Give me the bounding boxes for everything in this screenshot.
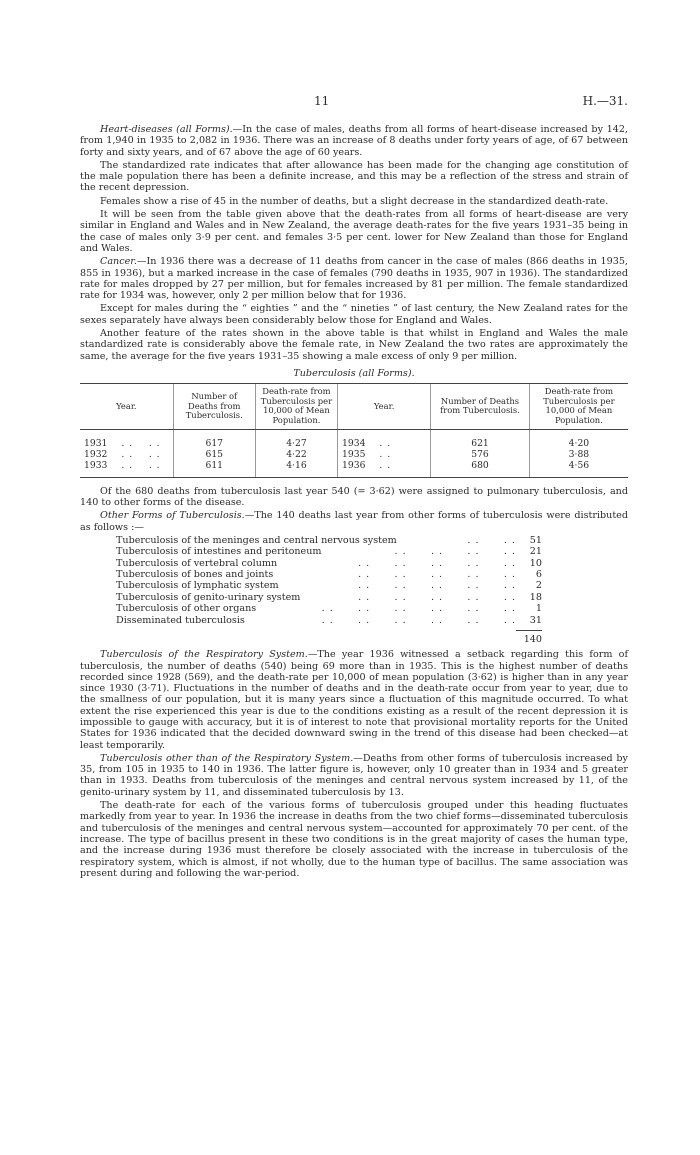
cell-value: 1932 bbox=[84, 448, 108, 460]
col-header-rate-b: Death-rate from Tuberculosis per 10,000 of Mean Population. bbox=[529, 384, 628, 429]
paragraph bbox=[80, 800, 628, 879]
dot-leader: . . . . bbox=[467, 534, 516, 546]
distribution-value: 21 bbox=[529, 546, 542, 558]
page-reference: H.—31. bbox=[582, 94, 628, 108]
table-row bbox=[80, 460, 628, 478]
distribution-label: Tuberculosis of other organs bbox=[116, 603, 257, 615]
distribution-label: Tuberculosis of lymphatic system bbox=[116, 580, 279, 592]
cell-value: 576 bbox=[471, 448, 489, 460]
distribution-value: 51 bbox=[529, 534, 542, 546]
paragraph bbox=[80, 196, 628, 207]
col-header-deaths-a: Number of Deaths from Tuberculosis. bbox=[173, 384, 255, 429]
page-number: 11 bbox=[314, 94, 330, 108]
cell-value: 1934 bbox=[342, 437, 366, 449]
table-cell-year-a bbox=[80, 449, 173, 460]
paragraph bbox=[80, 753, 628, 798]
cell-value: 1935 bbox=[342, 448, 366, 460]
cell-value: 4·27 bbox=[286, 437, 307, 449]
cell-value: 611 bbox=[205, 459, 224, 471]
table-cell-deaths-a bbox=[173, 429, 255, 449]
distribution-label: Tuberculosis of bones and joints bbox=[116, 568, 274, 580]
paragraph-lead: Heart-diseases (all Forms). bbox=[100, 124, 233, 135]
dot-leader: . . . . . . . . . . bbox=[358, 580, 516, 592]
distribution-item bbox=[116, 592, 542, 603]
table-row bbox=[80, 429, 628, 449]
paragraph bbox=[80, 303, 628, 326]
distribution-item bbox=[116, 546, 542, 557]
cell-value: 680 bbox=[471, 459, 489, 471]
cell-value: 1936 bbox=[342, 459, 366, 471]
paragraph bbox=[80, 486, 628, 509]
distribution-item bbox=[116, 558, 542, 569]
table-header-row bbox=[80, 384, 628, 429]
dot-leader: . . . . . . . . . . . . bbox=[321, 603, 516, 615]
paragraph bbox=[80, 649, 628, 751]
col-header-rate-a: Death-rate from Tuberculosis per 10,000 of Mean Population. bbox=[255, 384, 337, 429]
table-cell-year-a bbox=[80, 460, 173, 478]
paragraph-text: Of the 680 deaths from tuberculosis last year 540 (= 3·62) were assigned to pulmonary tuberculosis, and 140 to other forms of the disease. bbox=[80, 485, 628, 508]
distribution-label: Tuberculosis of the meninges and central nervous system bbox=[116, 534, 397, 546]
table-cell-deaths-b bbox=[431, 449, 530, 460]
cell-value: 615 bbox=[205, 448, 224, 460]
paragraph bbox=[80, 256, 628, 301]
table-cell-rate-a bbox=[255, 429, 337, 449]
distribution-value: 18 bbox=[529, 591, 542, 603]
table-cell-deaths-a bbox=[173, 460, 255, 478]
cell-value: 4·16 bbox=[286, 459, 307, 471]
paragraph-lead: Tuberculosis of the Respiratory System. bbox=[100, 649, 308, 661]
paragraph-text: The death-rate for each of the various forms of tuberculosis grouped under this heading fluctuates markedly from year to year. In 1936 the increase in deaths from the two chief forms—disseminated tuberculosis and tuberculosis of the meninges and central nervous system—accounted for approximately 70 per cent. of the increase. The type of bacillus present in these two conditions is in the great majority of cases the human type, and the increase during 1936 must therefore be closely associated with the increase in tuberculosis of the respiratory system, which is almost, if not wholly, due to the human type of bacillus. The same association was present during and following the war-period. bbox=[80, 800, 628, 879]
dot-leader: . . . . . . . . . . bbox=[358, 591, 516, 603]
col-header-deaths-b: Number of Deaths from Tuberculosis. bbox=[431, 384, 530, 429]
distribution-label: Tuberculosis of genito-urinary system bbox=[116, 591, 301, 603]
paragraphs-bottom bbox=[80, 649, 628, 879]
cell-value: 617 bbox=[205, 437, 224, 449]
paragraph-text: —In the case of males, deaths from all forms of heart-disease increased by 142, from 1,940 in 1935 to 2,082 in 1936. There was an increase of 8 deaths under forty years of age, of 67 between forty and sixty years, and of 67 above the age of 60 years. bbox=[80, 124, 628, 158]
table-cell-rate-a bbox=[255, 449, 337, 460]
cell-value: 4·22 bbox=[286, 448, 307, 460]
paragraph bbox=[80, 124, 628, 158]
dot-leader: . . . . . . . . bbox=[394, 546, 516, 558]
dot-leader: . . . . bbox=[121, 437, 161, 449]
paragraph-text: The standardized rate indicates that after allowance has been made for the changing age constitution of the male population there has been a definite increase, and this may be a reflection of the stress and strain of the recent depression. bbox=[80, 159, 628, 194]
paragraphs-mid bbox=[80, 486, 628, 533]
distribution-list bbox=[116, 535, 542, 626]
table-cell-year-b bbox=[338, 429, 431, 449]
table-body bbox=[80, 429, 628, 477]
paragraphs-top bbox=[80, 124, 628, 362]
paragraph-lead: Tuberculosis other than of the Respiratory System. bbox=[100, 752, 354, 764]
document-page bbox=[80, 96, 628, 881]
paragraph bbox=[80, 328, 628, 362]
distribution-value: 6 bbox=[535, 568, 542, 580]
dot-leader: . . bbox=[379, 459, 392, 471]
distribution-item bbox=[116, 535, 542, 546]
distribution-label: Disseminated tuberculosis bbox=[116, 614, 245, 626]
distribution-value: 31 bbox=[529, 614, 542, 626]
cell-value: 1933 bbox=[84, 459, 108, 471]
paragraph-text: Females show a rise of 45 in the number of deaths, but a slight decrease in the standardized death-rate. bbox=[100, 195, 609, 207]
table-cell-deaths-b bbox=[431, 429, 530, 449]
paragraph bbox=[80, 160, 628, 194]
cell-value: 4·56 bbox=[568, 459, 590, 471]
total-rule bbox=[516, 630, 542, 631]
dot-leader: . . . . . . . . . . . . bbox=[321, 614, 516, 626]
paragraph-text: It will be seen from the table given above that the death-rates from all forms of heart-disease are very similar in England and Wales and in New Zealand, the average death-rates for the five years 1931–35 being in the case of males only 3·9 per cent. and females 3·5 per cent. lower for New Zealand than those for England and Wales. bbox=[80, 209, 628, 254]
distribution-total-block bbox=[116, 630, 542, 645]
table-cell-year-a bbox=[80, 429, 173, 449]
col-header-year-a: Year. bbox=[80, 384, 173, 429]
table-cell-deaths-a bbox=[173, 449, 255, 460]
paragraph-text: —The year 1936 witnessed a setback regarding this form of tuberculosis, the number of deaths (540) being 69 more than in 1935. This is the highest number of deaths recorded since 1928 (569), and the death-rate per 10,000 of mean population (3·62) is higher than in any year since 1930 (3·71). Fluctuations in the number of deaths and in the death-rate occur from year to year, due to the smallness of our population, but it is many years since a fluctuation of this magnitude occurred. To what extent the rise experienced this year is due to the conditions existing as a result of the recent depression it is impossible to gauge with accuracy, but it is of interest to note that provisional mortality reports for the United States for 1936 indicated that the decided downward swing in the trend of this disease had been checked—at least temporarily. bbox=[80, 649, 628, 751]
dot-leader: . . . . bbox=[121, 459, 161, 471]
paragraph-text: —In 1936 there was a decrease of 11 deaths from cancer in the case of males (866 deaths in 1935, 855 in 1936), but a marked increase in the case of females (790 deaths in 1935, 907 in 1936). The standardized rate for males dropped by 27 per million, but for females increased by 81 per million. The female standardized rate for 1934 was, however, only 2 per million below that for 1936. bbox=[80, 256, 628, 302]
paragraph-lead: Other Forms of Tuberculosis. bbox=[100, 510, 245, 522]
dot-leader: . . . . . . . . . . bbox=[358, 557, 516, 569]
tuberculosis-table bbox=[80, 383, 628, 477]
cell-value: 1931 bbox=[84, 437, 108, 449]
col-header-year-b: Year. bbox=[338, 384, 431, 429]
cell-value: 4·20 bbox=[568, 437, 590, 449]
table-cell-year-b bbox=[338, 460, 431, 478]
paragraph-text: —Deaths from other forms of tuberculosis increased by 35, from 105 in 1935 to 140 in 1936. The latter figure is, however, only 10 greater than in 1934 and 5 greater than in 1933. Deaths from tuberculosis of the meninges and central nervous system increased by 11, of the genito-urinary system by 11, and disseminated tuberculosis by 13. bbox=[80, 752, 628, 798]
table-cell-deaths-b bbox=[431, 460, 530, 478]
dot-leader: . . . . bbox=[121, 448, 161, 460]
distribution-value: 10 bbox=[529, 557, 542, 569]
table-cell-rate-b bbox=[529, 449, 628, 460]
table-cell-year-b bbox=[338, 449, 431, 460]
paragraph-text: Another feature of the rates shown in the above table is that whilst in England and Wales the male standardized rate is considerably above the female rate, in New Zealand the two rates are approximately the same, the average for the five years 1931–35 showing a male excess of only 9 per million. bbox=[80, 328, 628, 362]
cell-value: 621 bbox=[471, 437, 489, 449]
page-header bbox=[80, 96, 628, 116]
distribution-value: 1 bbox=[535, 603, 542, 615]
paragraph bbox=[80, 510, 628, 533]
paragraph-text: —The 140 deaths last year from other forms of tuberculosis were distributed as follows :— bbox=[80, 510, 628, 533]
dot-leader: . . . . . . . . . . bbox=[358, 568, 516, 580]
table-cell-rate-a bbox=[255, 460, 337, 478]
paragraph bbox=[80, 209, 628, 254]
distribution-item bbox=[116, 580, 542, 591]
distribution-value: 2 bbox=[535, 580, 542, 592]
paragraph-lead: Cancer. bbox=[100, 256, 137, 268]
cell-value: 3·88 bbox=[568, 448, 590, 460]
table-cell-rate-b bbox=[529, 460, 628, 478]
dot-leader: . . bbox=[379, 448, 392, 460]
distribution-label: Tuberculosis of vertebral column bbox=[116, 557, 278, 569]
table-cell-rate-b bbox=[529, 429, 628, 449]
distribution-item bbox=[116, 603, 542, 614]
distribution-label: Tuberculosis of intestines and peritoneum bbox=[116, 546, 322, 558]
table-row bbox=[80, 449, 628, 460]
table-title: Tuberculosis (all Forms). bbox=[293, 367, 415, 379]
distribution-total: 140 bbox=[523, 633, 542, 645]
paragraph-text: Except for males during the “ eighties ” and the “ nineties ” of last century, the New Zealand rates for the sexes separately have always been considerably below those for England and Wales. bbox=[80, 303, 628, 326]
dot-leader: . . bbox=[379, 437, 392, 449]
distribution-item bbox=[116, 615, 542, 626]
distribution-item bbox=[116, 569, 542, 580]
